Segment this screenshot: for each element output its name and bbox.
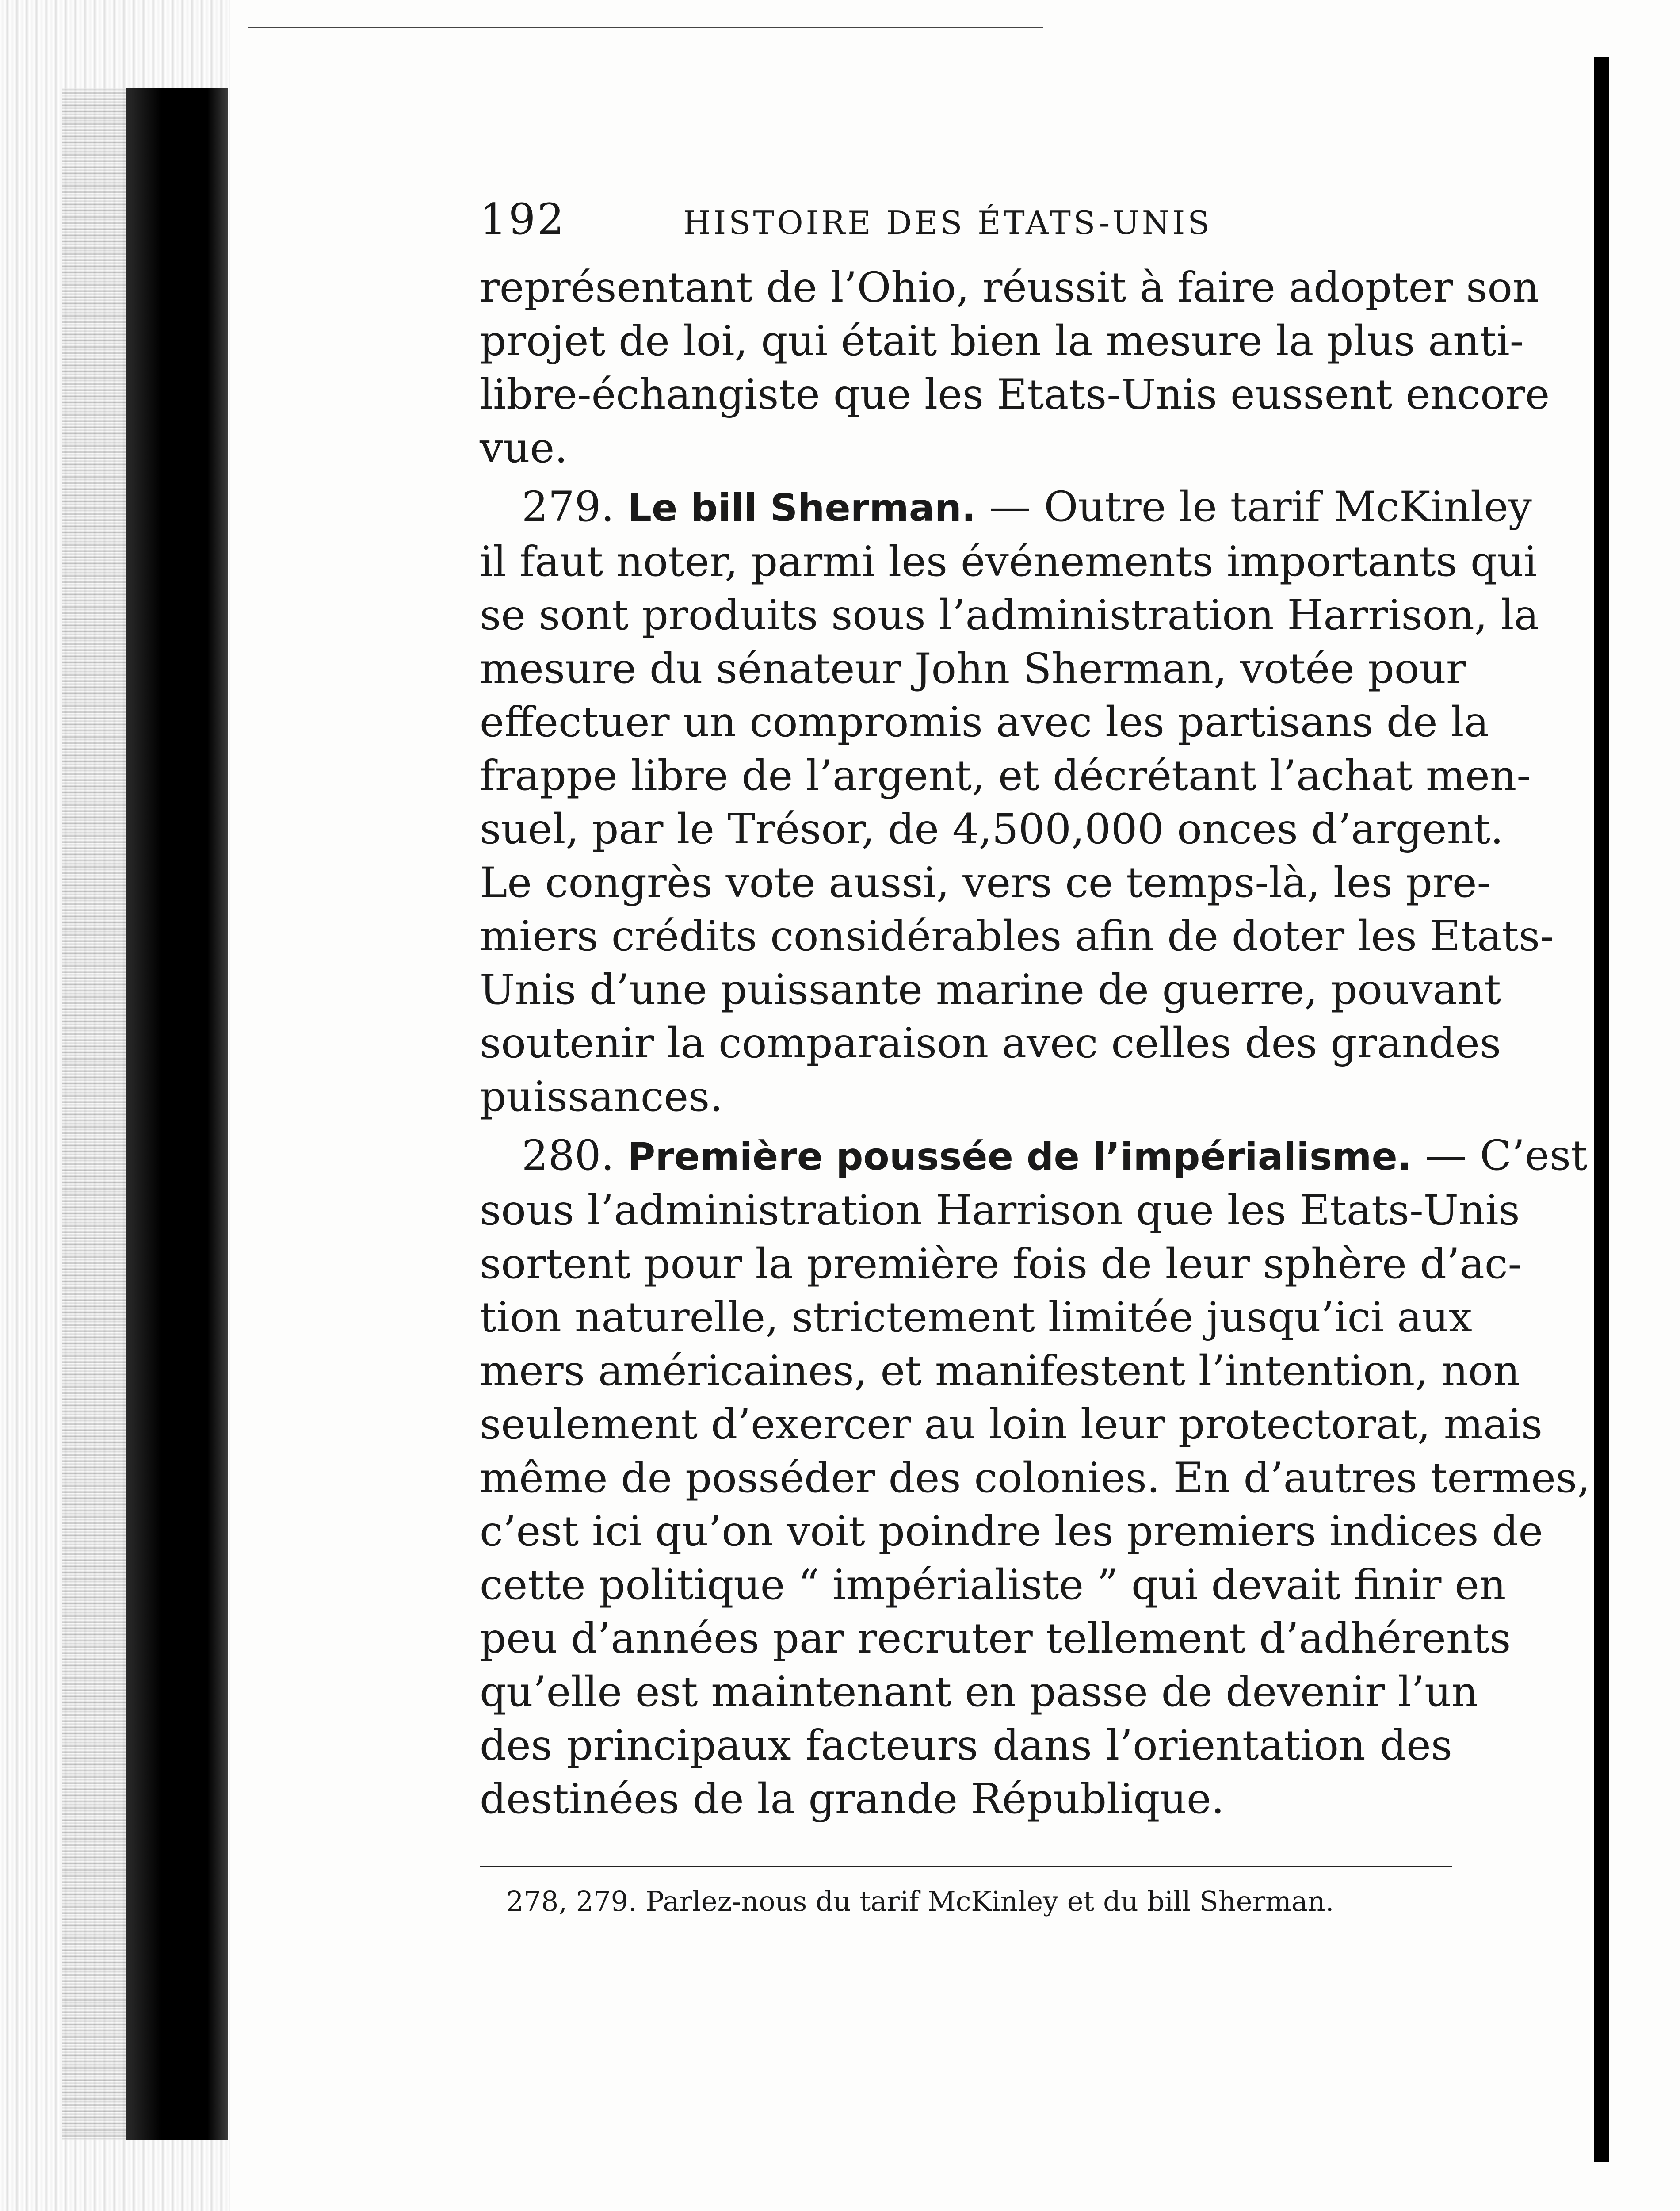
text-line: sous l’administration Harrison que les Etats-Unis [480, 1186, 1520, 1235]
text-line: Le congrès vote aussi, vers ce temps-là, les pre- [480, 859, 1491, 907]
text-line: se sont produits sous l’administration Harrison, la [480, 591, 1539, 639]
text-line: qu’elle est maintenant en passe de devenir l’un [480, 1668, 1478, 1716]
section-title: Première poussée de l’impérialisme. [627, 1135, 1412, 1179]
text-line: cette politique “ impérialiste ” qui devait finir en [480, 1561, 1506, 1609]
text-line: libre-échangiste que les Etats-Unis eussent encore [480, 371, 1550, 419]
footnote: 278, 279. Parlez-nous du tarif McKinley et du bill Sherman. [506, 1885, 1334, 1917]
section-first-line: — C’est [1412, 1132, 1588, 1180]
section-number: 279. [522, 483, 615, 531]
text-line: Unis d’une puissante marine de guerre, pouvant [480, 966, 1501, 1014]
text-line: vue. [480, 424, 568, 472]
footnote-divider [480, 1866, 1452, 1867]
opening-paragraph [480, 261, 1550, 475]
scan-right-edge [1594, 57, 1609, 2162]
binding-bar [126, 88, 228, 2140]
body-text [480, 261, 1590, 1826]
section-title: Le bill Sherman. [627, 486, 976, 530]
running-title: HISTOIRE DES ÉTATS-UNIS [683, 204, 1212, 241]
text-line: même de posséder des colonies. En d’autres termes, [480, 1454, 1590, 1502]
text-line: des principaux facteurs dans l’orientation des [480, 1721, 1452, 1770]
text-line: mesure du sénateur John Sherman, votée pour [480, 645, 1466, 693]
text-line: il faut noter, parmi les événements importants qui [480, 538, 1537, 586]
text-line: frappe libre de l’argent, et décrétant l’achat men- [480, 752, 1531, 800]
running-head [480, 195, 1452, 261]
text-line: projet de loi, qui était bien la mesure la plus anti- [480, 317, 1524, 365]
section-280-heading-line [480, 1129, 1588, 1184]
binding-shadow [62, 88, 128, 2140]
section-first-line: — Outre le tarif McKinley [976, 483, 1532, 531]
text-line: suel, par le Trésor, de 4,500,000 onces d’argent. [480, 805, 1504, 853]
text-line: miers crédits considérables afin de doter les Etats- [480, 912, 1554, 960]
text-line: effectuer un compromis avec les partisans de la [480, 698, 1489, 746]
text-line: seulement d’exercer au loin leur protectorat, mais [480, 1400, 1543, 1449]
section-279 [480, 480, 1554, 1124]
section-279-heading-line [480, 480, 1532, 535]
text-line: sortent pour la première fois de leur sphère d’ac- [480, 1240, 1522, 1288]
text-line: c’est ici qu’on voit poindre les premiers indices de [480, 1507, 1543, 1556]
page-number: 192 [480, 195, 566, 244]
text-block [480, 195, 1590, 1917]
section-280 [480, 1129, 1590, 1826]
text-line: peu d’années par recruter tellement d’adhérents [480, 1614, 1511, 1663]
text-line: soutenir la comparaison avec celles des grandes [480, 1019, 1501, 1067]
text-line: mers américaines, et manifestent l’intention, non [480, 1347, 1520, 1395]
text-line: tion naturelle, strictement limitée jusqu’ici aux [480, 1293, 1472, 1342]
text-line: puissances. [480, 1073, 723, 1121]
scan-top-edge [248, 27, 1043, 28]
text-line: représentant de l’Ohio, réussit à faire adopter son [480, 264, 1539, 312]
text-line: destinées de la grande République. [480, 1775, 1225, 1823]
section-number: 280. [522, 1132, 615, 1180]
